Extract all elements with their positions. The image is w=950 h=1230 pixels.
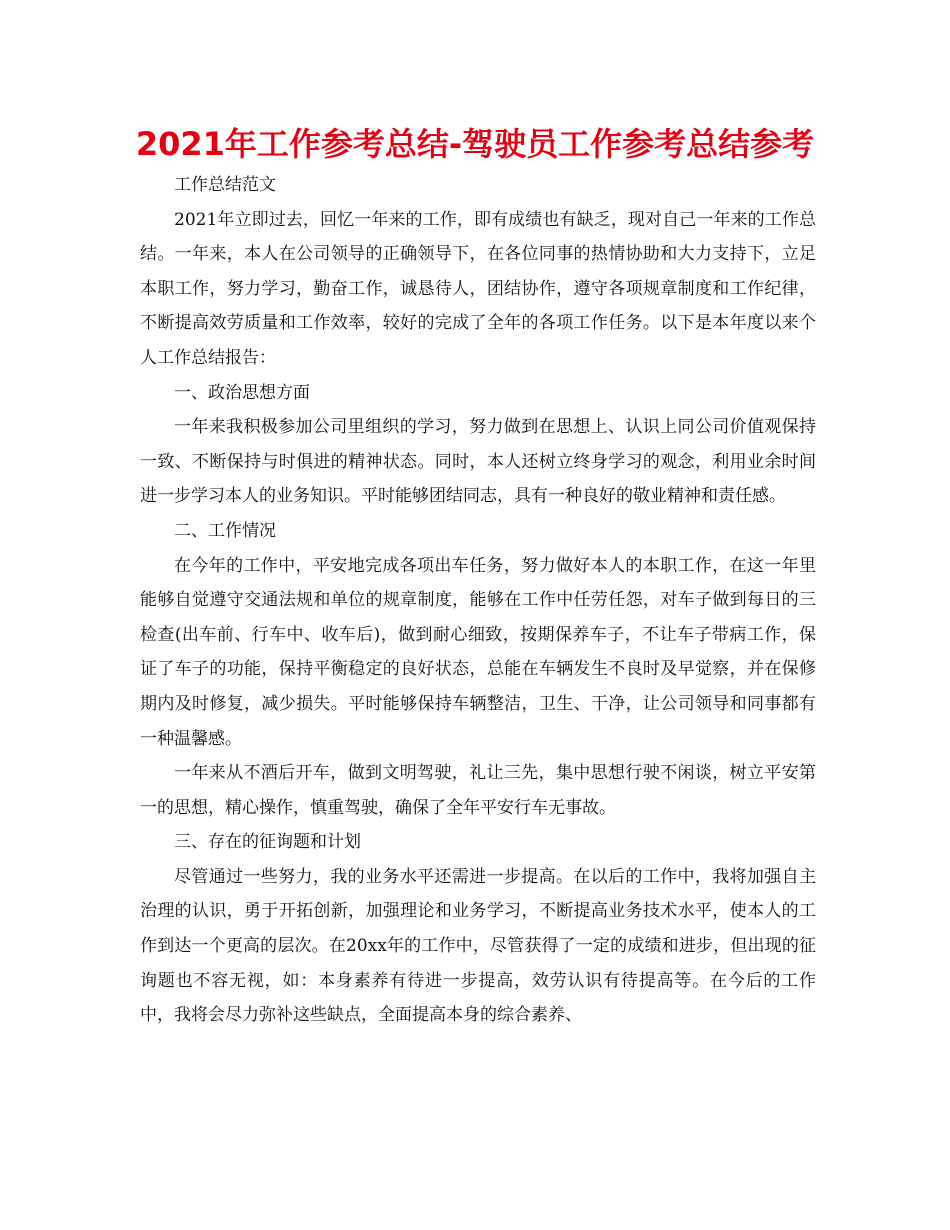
section-heading-politics: 一、政治思想方面 bbox=[174, 382, 310, 403]
section-heading-issues: 三、存在的征询题和计划 bbox=[174, 832, 361, 853]
section-label-paragraph: 工作总结范文 bbox=[174, 175, 276, 195]
politics-paragraph: 一年来我积极参加公司里组织的学习，努力做到在思想上、认识上同公司价值观保持一致、不断保持与时俱进的精神状态。同时，本人还树立终身学习的观念，利用业余时间进一步学习本人的业务知识。平时能够团结同志，具有一种良好的敬业精神和责任感。 bbox=[140, 417, 816, 507]
document-body bbox=[140, 168, 816, 1033]
safety-paragraph: 一年来从不酒后开车，做到文明驾驶，礼让三先，集中思想行驶不闲谈，树立平安第一的思想，精心操作，慎重驾驶，确保了全年平安行车无事故。 bbox=[140, 763, 816, 818]
intro-paragraph: 2021年立即过去，回忆一年来的工作，即有成绩也有缺乏，现对自己一年来的工作总结。一年来，本人在公司领导的正确领导下，在各位同事的热情协助和大力支持下，立足本职工作，努力学习，勤奋工作，诚恳待人，团结协作，遵守各项规章制度和工作纪律，不断提高效劳质量和工作效率，较好的完成了全年的各项工作任务。以下是本年度以来个人工作总结报告： bbox=[140, 209, 816, 368]
work-paragraph: 在今年的工作中，平安地完成各项出车任务，努力做好本人的本职工作，在这一年里能够自觉遵守交通法规和单位的规章制度，能够在工作中任劳任怨，对车子做到每日的三检查(出车前、行车中、收车后)，做到耐心细致，按期保养车子，不让车子带病工作，保证了车子的功能，保持平衡稳定的良好状态，总能在车辆发生不良时及早觉察，并在保修期内及时修复，减少损失。平时能够保持车辆整洁，卫生、干净，让公司领导和同事都有一种温馨感。 bbox=[140, 555, 816, 749]
section-heading-work: 二、工作情况 bbox=[174, 520, 276, 541]
document-title: 2021年工作参考总结-驾驶员工作参考总结参考 bbox=[135, 125, 815, 163]
issues-paragraph: 尽管通过一些努力，我的业务水平还需进一步提高。在以后的工作中，我将加强自主治理的认识，勇于开拓创新，加强理论和业务学习，不断提高业务技术水平，使本人的工作到达一个更高的层次。在20xx年的工作中，尽管获得了一定的成绩和进步，但出现的征询题也不容无视，如：本身素养有待进一步提高，效劳认识有待提高等。在今后的工作中，我将会尽力弥补这些缺点，全面提高本身的综合素养、 bbox=[140, 866, 816, 1026]
